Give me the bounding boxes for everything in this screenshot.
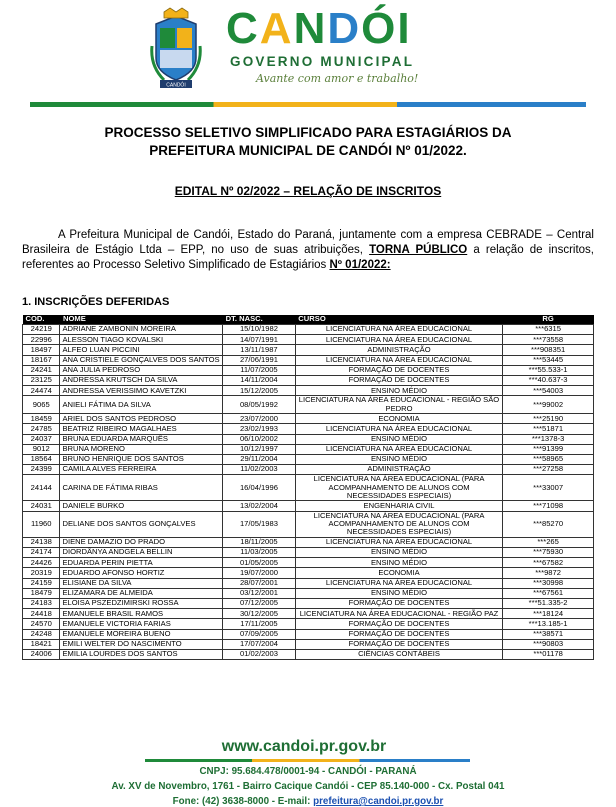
cell-rg: ***51871 (503, 424, 594, 434)
table-row (23, 501, 594, 511)
cell-dt: 11/03/2005 (223, 548, 296, 558)
cell-nome: DELIANE DOS SANTOS GONÇALVES (60, 511, 223, 537)
crest-label: CANDÓI (166, 82, 186, 89)
cell-nome: ANIELI FÁTIMA DA SILVA (60, 396, 223, 414)
cell-cod: 24144 (23, 475, 60, 501)
cell-cod: 22996 (23, 335, 60, 345)
col-header-cod: COD. (23, 315, 60, 325)
table-row (23, 558, 594, 568)
cell-nome: ANDRESSA KRUTSCH DA SILVA (60, 375, 223, 385)
table-row (23, 511, 594, 537)
cell-curso: ENSINO MÉDIO (295, 454, 502, 464)
cell-rg: ***71098 (503, 501, 594, 511)
cell-nome: ELIZAMARA DE ALMEIDA (60, 588, 223, 598)
cell-cod: 23125 (23, 375, 60, 385)
cell-curso: CIÊNCIAS CONTÁBEIS (295, 649, 502, 659)
cell-cod: 11960 (23, 511, 60, 537)
cell-rg: ***51.335-2 (503, 599, 594, 609)
cell-rg: ***55.533-1 (503, 365, 594, 375)
cell-curso: ADMINISTRAÇÃO (295, 465, 502, 475)
cell-nome: ANDRESSA VERISSIMO KAVETZKI (60, 386, 223, 396)
table-row (23, 386, 594, 396)
cell-dt: 06/10/2002 (223, 434, 296, 444)
cell-dt: 17/11/2005 (223, 619, 296, 629)
cell-cod: 24138 (23, 537, 60, 547)
table-row (23, 609, 594, 619)
footer-website[interactable]: www.candoi.pr.gov.br (221, 738, 387, 755)
table-row (23, 424, 594, 434)
cell-curso: FORMAÇÃO DE DOCENTES (295, 619, 502, 629)
table-row (23, 639, 594, 649)
cell-curso: FORMAÇÃO DE DOCENTES (295, 375, 502, 385)
table-row (23, 465, 594, 475)
table-row (23, 568, 594, 578)
logo-wordmark: CANDÓI (226, 4, 412, 53)
cell-cod: 24174 (23, 548, 60, 558)
edital-heading: EDITAL Nº 02/2022 – RELAÇÃO DE INSCRITOS (174, 184, 442, 198)
cell-dt: 03/12/2001 (223, 588, 296, 598)
cell-rg: ***908351 (503, 345, 594, 355)
cell-dt: 27/06/1991 (223, 355, 296, 365)
cell-rg: ***67582 (503, 558, 594, 568)
cell-nome: EMANUELE MOREIRA BUENO (60, 629, 223, 639)
cell-rg: ***53445 (503, 355, 594, 365)
logo-slogan: Avante com amor e trabalho! (256, 72, 419, 85)
cell-curso: LICENCIATURA NA ÁREA EDUCACIONAL - REGIÃO PAZ (295, 609, 502, 619)
cell-dt: 07/09/2005 (223, 629, 296, 639)
cell-cod: 24426 (23, 558, 60, 568)
cell-cod: 24219 (23, 325, 60, 335)
cell-rg: ***6315 (503, 325, 594, 335)
table-body (23, 325, 594, 660)
cell-curso: FORMAÇÃO DE DOCENTES (295, 639, 502, 649)
cell-cod: 18479 (23, 588, 60, 598)
cell-nome: ELISIANE DA SILVA (60, 578, 223, 588)
cell-rg: ***9872 (503, 568, 594, 578)
cell-dt: 23/02/1993 (223, 424, 296, 434)
cell-nome: EMILIA LOURDES DOS SANTOS (60, 649, 223, 659)
cell-dt: 18/11/2005 (223, 537, 296, 547)
cell-cod: 24037 (23, 434, 60, 444)
cell-cod: 18167 (23, 355, 60, 365)
cell-cod: 24570 (23, 619, 60, 629)
cell-dt: 23/07/2000 (223, 414, 296, 424)
cell-dt: 08/05/1992 (223, 396, 296, 414)
cell-curso: ECONOMIA (295, 414, 502, 424)
cell-dt: 14/11/2004 (223, 375, 296, 385)
cell-cod: 9065 (23, 396, 60, 414)
cell-nome: ADRIANE ZAMBONIN MOREIRA (60, 325, 223, 335)
table-row (23, 414, 594, 424)
table-row (23, 325, 594, 335)
cell-cod: 24248 (23, 629, 60, 639)
table-row (23, 375, 594, 385)
cell-dt: 28/07/2001 (223, 578, 296, 588)
applicants-table (22, 315, 594, 660)
table-row (23, 649, 594, 659)
cell-rg: ***91399 (503, 444, 594, 454)
cell-nome: BRUNO HENRIQUE DOS SANTOS (60, 454, 223, 464)
cell-dt: 15/12/2005 (223, 386, 296, 396)
cell-dt: 11/02/2003 (223, 465, 296, 475)
intro-paragraph: A Prefeitura Municipal de Candói, Estado do Paraná, juntamente com a empresa CEBRADE – Central Brasileira de Estágio Ltda – EPP, no uso de suas atribuições, TORNA PÚBLICO a relação de inscritos, referentes ao Processo Seletivo Simplificado de Estagiários Nº 01/2022: (22, 229, 594, 271)
cell-cod: 20319 (23, 568, 60, 578)
cell-dt: 15/10/1982 (223, 325, 296, 335)
cell-curso: FORMAÇÃO DE DOCENTES (295, 629, 502, 639)
cell-cod: 9012 (23, 444, 60, 454)
cell-nome: EMANUELE BRASIL RAMOS (60, 609, 223, 619)
cell-nome: BRUNA MORENO (60, 444, 223, 454)
candoi-logo (226, 6, 436, 90)
cell-dt: 07/12/2005 (223, 599, 296, 609)
cell-curso: ENSINO MÉDIO (295, 386, 502, 396)
municipal-crest-icon (150, 6, 202, 90)
cell-dt: 17/07/2004 (223, 639, 296, 649)
cell-rg: ***40.637-3 (503, 375, 594, 385)
cell-rg: ***18124 (503, 609, 594, 619)
cell-cod: 18459 (23, 414, 60, 424)
cell-rg: ***85270 (503, 511, 594, 537)
table-row (23, 396, 594, 414)
cell-nome: CARINA DE FÁTIMA RIBAS (60, 475, 223, 501)
cell-curso: ENGENHARIA CIVIL (295, 501, 502, 511)
cell-nome: EDUARDA PERIN PIETTA (60, 558, 223, 568)
cell-nome: ELOISA PSZEDZIMIRSKI ROSSA (60, 599, 223, 609)
cell-dt: 19/07/2000 (223, 568, 296, 578)
cell-cod: 18564 (23, 454, 60, 464)
col-header-dt: DT. NASC. (223, 315, 296, 325)
cell-nome: DIORDÂNYA ANDGELA BELLIN (60, 548, 223, 558)
table-row (23, 335, 594, 345)
document-title: PROCESSO SELETIVO SIMPLIFICADO PARA ESTAGIÁRIOS DA PREFEITURA MUNICIPAL DE CANDÓI Nº 01/2022. (104, 125, 512, 158)
cell-cod: 24418 (23, 609, 60, 619)
table-row (23, 345, 594, 355)
cell-cod: 24031 (23, 501, 60, 511)
cell-nome: ALFEO LUAN PICCINI (60, 345, 223, 355)
cell-cod: 18421 (23, 639, 60, 649)
footer-address: Av. XV de Novembro, 1761 - Bairro Cacique Candói - CEP 85.140-000 - Cx. Postal 041 (111, 781, 505, 792)
cell-nome: BRUNA EDUARDA MARQUÊS (60, 434, 223, 444)
footer-email-link[interactable]: prefeitura@candoi.pr.gov.br (313, 796, 444, 807)
table-row (23, 434, 594, 444)
cell-curso: ADMINISTRAÇÃO (295, 345, 502, 355)
footer-cnpj: CNPJ: 95.684.478/0001-94 - CANDÓI - PARANÁ (199, 766, 417, 777)
cell-rg: ***58965 (503, 454, 594, 464)
table-row (23, 454, 594, 464)
cell-rg: ***27258 (503, 465, 594, 475)
cell-nome: BEATRIZ RIBEIRO MAGALHAES (60, 424, 223, 434)
cell-dt: 10/12/1997 (223, 444, 296, 454)
cell-nome: ARIEL DOS SANTOS PEDROSO (60, 414, 223, 424)
cell-curso: LICENCIATURA NA ÁREA EDUCACIONAL (295, 578, 502, 588)
col-header-curso: CURSO (295, 315, 502, 325)
cell-rg: ***73558 (503, 335, 594, 345)
cell-cod: 24006 (23, 649, 60, 659)
cell-curso: FORMAÇÃO DE DOCENTES (295, 365, 502, 375)
cell-cod: 24241 (23, 365, 60, 375)
table-row (23, 619, 594, 629)
cell-cod: 24159 (23, 578, 60, 588)
cell-curso: LICENCIATURA NA ÁREA EDUCACIONAL (295, 424, 502, 434)
cell-cod: 24183 (23, 599, 60, 609)
cell-cod: 24399 (23, 465, 60, 475)
cell-dt: 13/02/2004 (223, 501, 296, 511)
cell-rg: ***99002 (503, 396, 594, 414)
table-row (23, 537, 594, 547)
cell-curso: LICENCIATURA NA ÁREA EDUCACIONAL (295, 325, 502, 335)
cell-curso: ENSINO MÉDIO (295, 548, 502, 558)
table-row (23, 365, 594, 375)
document-header (0, 0, 616, 100)
table-row (23, 629, 594, 639)
table-row (23, 444, 594, 454)
cell-rg: ***01178 (503, 649, 594, 659)
cell-curso: ENSINO MÉDIO (295, 434, 502, 444)
footer-color-stripe (145, 759, 470, 762)
cell-dt: 17/05/1983 (223, 511, 296, 537)
table-row (23, 548, 594, 558)
cell-dt: 01/05/2005 (223, 558, 296, 568)
cell-dt: 29/11/2004 (223, 454, 296, 464)
table-row (23, 599, 594, 609)
cell-rg: ***54003 (503, 386, 594, 396)
cell-dt: 13/11/1987 (223, 345, 296, 355)
cell-rg: ***67561 (503, 588, 594, 598)
footer-contact: Fone: (42) 3638-8000 - E-mail: prefeitura@candoi.pr.gov.br (172, 796, 444, 807)
cell-dt: 16/04/1996 (223, 475, 296, 501)
cell-rg: ***265 (503, 537, 594, 547)
cell-curso: LICENCIATURA NA ÁREA EDUCACIONAL (295, 537, 502, 547)
cell-rg: ***75930 (503, 548, 594, 558)
logo-subtitle: GOVERNO MUNICIPAL (230, 54, 415, 69)
cell-rg: ***33007 (503, 475, 594, 501)
cell-nome: ANA JULIA PEDROSO (60, 365, 223, 375)
cell-curso: LICENCIATURA NA ÁREA EDUCACIONAL (295, 335, 502, 345)
cell-cod: 18497 (23, 345, 60, 355)
cell-curso: ENSINO MÉDIO (295, 558, 502, 568)
cell-curso: ECONOMIA (295, 568, 502, 578)
cell-rg: ***38571 (503, 629, 594, 639)
cell-rg: ***25190 (503, 414, 594, 424)
cell-nome: ALESSON TIAGO KOVALSKI (60, 335, 223, 345)
cell-nome: EDUARDO AFONSO HORTIZ (60, 568, 223, 578)
cell-nome: ANA CRISTIELE GONÇALVES DOS SANTOS (60, 355, 223, 365)
cell-rg: ***30998 (503, 578, 594, 588)
cell-curso: LICENCIATURA NA ÁREA EDUCACIONAL (295, 444, 502, 454)
table-row (23, 588, 594, 598)
cell-nome: EMILI WELTER DO NASCIMENTO (60, 639, 223, 649)
cell-nome: DIENE DAMAZIO DO PRADO (60, 537, 223, 547)
cell-dt: 01/02/2003 (223, 649, 296, 659)
cell-dt: 11/07/2005 (223, 365, 296, 375)
cell-curso: LICENCIATURA NA ÁREA EDUCACIONAL (295, 355, 502, 365)
cell-rg: ***1378-3 (503, 434, 594, 444)
cell-nome: CAMILA ALVES FERREIRA (60, 465, 223, 475)
col-header-rg: RG (503, 315, 594, 325)
cell-curso: LICENCIATURA NA ÁREA EDUCACIONAL (PARA ACOMPANHAMENTO DE ALUNOS COM NECESSIDADES ESPECIAIS) (295, 475, 502, 501)
cell-nome: DANIELE BURKO (60, 501, 223, 511)
cell-curso: ENSINO MÉDIO (295, 588, 502, 598)
cell-dt: 30/12/2005 (223, 609, 296, 619)
header-color-stripe (30, 102, 586, 107)
cell-cod: 24474 (23, 386, 60, 396)
table-header-row (23, 315, 594, 325)
cell-rg: ***13.185-1 (503, 619, 594, 629)
cell-curso: FORMAÇÃO DE DOCENTES (295, 599, 502, 609)
table-row (23, 475, 594, 501)
cell-curso: LICENCIATURA NA ÁREA EDUCACIONAL - REGIÃO SÃO PEDRO (295, 396, 502, 414)
table-row (23, 578, 594, 588)
col-header-nome: NOME (60, 315, 223, 325)
section-title: 1. INSCRIÇÕES DEFERIDAS (22, 296, 170, 308)
cell-curso: LICENCIATURA NA ÁREA EDUCACIONAL (PARA ACOMPANHAMENTO DE ALUNOS COM NECESSIDADES ESPECIAIS) (295, 511, 502, 537)
cell-nome: EMANUELE VICTORIA FARIAS (60, 619, 223, 629)
cell-cod: 24785 (23, 424, 60, 434)
table-row (23, 355, 594, 365)
cell-rg: ***90803 (503, 639, 594, 649)
cell-dt: 14/07/1991 (223, 335, 296, 345)
